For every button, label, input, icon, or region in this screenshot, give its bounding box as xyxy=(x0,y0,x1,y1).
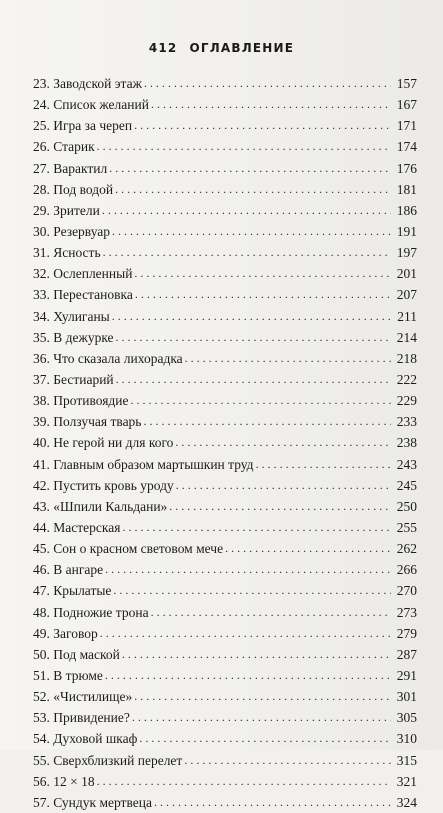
dot-leader xyxy=(151,602,391,623)
toc-entry-page: 197 xyxy=(396,245,417,261)
dot-leader xyxy=(176,475,391,496)
dot-leader xyxy=(105,559,391,580)
toc-entry-title: 25. Игра за череп xyxy=(33,118,133,134)
toc-entry-page: 229 xyxy=(396,393,417,409)
toc-entry-title: 33. Перестановка xyxy=(33,287,133,303)
toc-entry-page: 324 xyxy=(396,794,417,810)
toc-entry xyxy=(33,221,417,242)
toc-entry xyxy=(33,665,417,686)
toc-entry-page: 245 xyxy=(396,477,417,493)
toc-entry-page: 266 xyxy=(396,562,417,578)
toc-entry xyxy=(33,792,417,813)
toc-entry-title: 40. Не герой ни для кого xyxy=(33,435,174,451)
toc-entry-page: 255 xyxy=(396,519,417,535)
dot-leader xyxy=(105,665,391,686)
toc-entry-title: 47. Крылатые xyxy=(33,583,112,599)
toc-entry xyxy=(33,327,417,348)
toc-entry-page: 238 xyxy=(396,435,417,451)
dot-leader xyxy=(116,369,391,390)
toc-entry-page: 214 xyxy=(396,329,417,345)
toc-entry-title: 42. Пустить кровь уроду xyxy=(33,477,174,493)
dot-leader xyxy=(100,623,391,644)
toc-entry-page: 222 xyxy=(396,371,417,387)
toc-entry-title: 27. Варактил xyxy=(33,160,108,176)
toc-entry-title: 23. Заводской этаж xyxy=(33,76,142,91)
toc-entry-title: 45. Сон о красном световом мече xyxy=(33,541,224,557)
toc-entry-title: 35. В дежурке xyxy=(33,329,114,345)
dot-leader xyxy=(154,792,391,813)
toc-entry xyxy=(33,517,417,538)
toc-entry-page: 262 xyxy=(396,541,417,557)
toc-entry xyxy=(33,644,417,665)
toc-entry-page: 174 xyxy=(396,139,417,155)
toc-entry xyxy=(33,559,417,580)
dot-leader xyxy=(102,200,391,221)
toc-entry xyxy=(33,580,417,601)
toc-entry-page: 243 xyxy=(396,456,417,472)
toc-entry xyxy=(33,411,417,432)
toc-entry xyxy=(33,179,417,200)
toc-entry-title: 28. Под водой xyxy=(33,181,114,197)
toc-entry-page: 176 xyxy=(396,160,417,176)
toc-entry xyxy=(33,136,417,157)
dot-leader xyxy=(134,115,391,136)
toc-entry-title: 29. Зрители xyxy=(33,202,100,218)
toc-entry-title: 32. Ослепленный xyxy=(33,266,133,282)
section-title: ОГЛАВЛЕНИЕ xyxy=(189,41,295,55)
toc-entry-title: 50. Под маской xyxy=(33,646,120,662)
toc-entry-page: 305 xyxy=(396,710,417,726)
dot-leader xyxy=(143,411,391,432)
toc-entry-page: 250 xyxy=(396,498,417,514)
dot-leader xyxy=(151,94,391,115)
dot-leader xyxy=(175,432,391,453)
toc-entry-page: 218 xyxy=(396,350,417,366)
toc-entry-title: 30. Резервуар xyxy=(33,223,111,239)
toc-entry-title: 51. В трюме xyxy=(33,667,103,683)
toc-entry xyxy=(33,73,417,94)
toc-entry-title: 36. Что сказала лихорадка xyxy=(33,350,183,366)
dot-leader xyxy=(144,73,391,94)
dot-leader xyxy=(103,242,391,263)
toc-entry-page: 291 xyxy=(396,667,417,683)
toc-entry xyxy=(33,200,417,221)
toc-entry-page: 301 xyxy=(396,689,417,705)
dot-leader xyxy=(256,454,391,475)
dot-leader xyxy=(112,306,391,327)
toc-entry-page: 287 xyxy=(396,646,417,662)
toc-entry-page: 233 xyxy=(396,414,417,430)
toc-entry-title: 56. 12 × 18 xyxy=(33,773,95,789)
toc-entry-page: 186 xyxy=(396,202,417,218)
toc-entry xyxy=(33,348,417,369)
toc-entry xyxy=(33,686,417,707)
dot-leader xyxy=(131,390,391,411)
toc-entry-page: 157 xyxy=(396,76,417,91)
running-head xyxy=(0,41,443,55)
dot-leader xyxy=(122,517,391,538)
toc-entry-page: 201 xyxy=(396,266,417,282)
toc-entry xyxy=(33,454,417,475)
toc-entry xyxy=(33,475,417,496)
dot-leader xyxy=(109,158,391,179)
toc-entry-title: 26. Старик xyxy=(33,139,95,155)
toc-entry-title: 48. Подножие трона xyxy=(33,604,149,620)
table-of-contents xyxy=(33,73,417,813)
toc-entry-title: 41. Главным образом мартышкин труд xyxy=(33,456,254,472)
toc-entry-page: 181 xyxy=(396,181,417,197)
toc-entry-page: 207 xyxy=(396,287,417,303)
toc-entry xyxy=(33,242,417,263)
toc-entry-title: 52. «Чистилище» xyxy=(33,689,133,705)
toc-entry-title: 34. Хулиганы xyxy=(33,308,110,324)
toc-entry xyxy=(33,263,417,284)
dot-leader xyxy=(122,644,391,665)
toc-entry-title: 38. Противоядие xyxy=(33,393,129,409)
dot-leader xyxy=(97,771,391,792)
dot-leader xyxy=(225,538,391,559)
dot-leader xyxy=(134,263,391,284)
toc-entry-page: 270 xyxy=(396,583,417,599)
dot-leader xyxy=(139,728,391,749)
toc-entry-title: 46. В ангаре xyxy=(33,562,104,578)
toc-entry xyxy=(33,306,417,327)
page-number: 412 xyxy=(148,41,178,55)
toc-entry-page: 315 xyxy=(396,752,417,768)
toc-entry-title: 55. Сверхблизкий перелет xyxy=(33,752,183,768)
toc-entry xyxy=(33,602,417,623)
toc-entry xyxy=(33,94,417,115)
dot-leader xyxy=(135,284,391,305)
toc-entry-page: 191 xyxy=(396,223,417,239)
toc-entry-page: 167 xyxy=(396,97,417,113)
toc-entry xyxy=(33,496,417,517)
toc-entry-page: 171 xyxy=(396,118,417,134)
toc-entry-title: 43. «Шпили Кальдани» xyxy=(33,498,168,514)
dot-leader xyxy=(185,348,391,369)
toc-entry xyxy=(33,750,417,771)
toc-entry xyxy=(33,369,417,390)
dot-leader xyxy=(116,327,391,348)
toc-entry-page: 310 xyxy=(396,731,417,747)
toc-entry-title: 54. Духовой шкаф xyxy=(33,731,138,747)
dot-leader xyxy=(169,496,391,517)
toc-entry xyxy=(33,284,417,305)
toc-entry xyxy=(33,623,417,644)
toc-entry-title: 49. Заговор xyxy=(33,625,98,641)
toc-entry-page: 321 xyxy=(396,773,417,789)
toc-entry-title: 44. Мастерская xyxy=(33,519,121,535)
toc-entry xyxy=(33,538,417,559)
dot-leader xyxy=(97,136,391,157)
toc-entry xyxy=(33,158,417,179)
toc-entry-page: 273 xyxy=(396,604,417,620)
dot-leader xyxy=(115,179,391,200)
toc-entry xyxy=(33,432,417,453)
toc-entry xyxy=(33,115,417,136)
toc-entry xyxy=(33,728,417,749)
toc-entry-title: 39. Ползучая тварь xyxy=(33,414,142,430)
toc-entry-title: 31. Ясность xyxy=(33,245,101,261)
toc-entry-page: 279 xyxy=(396,625,417,641)
toc-entry-title: 57. Сундук мертвеца xyxy=(33,794,152,810)
toc-entry xyxy=(33,771,417,792)
toc-entry xyxy=(33,707,417,728)
toc-entry-title: 37. Бестиарий xyxy=(33,371,114,387)
dot-leader xyxy=(132,707,391,728)
dot-leader xyxy=(113,580,391,601)
toc-entry xyxy=(33,390,417,411)
dot-leader xyxy=(134,686,391,707)
dot-leader xyxy=(112,221,391,242)
toc-entry-title: 24. Список желаний xyxy=(33,97,149,113)
toc-entry-title: 53. Привидение? xyxy=(33,710,130,726)
dot-leader xyxy=(184,750,391,771)
toc-entry-page: 211 xyxy=(397,308,417,324)
